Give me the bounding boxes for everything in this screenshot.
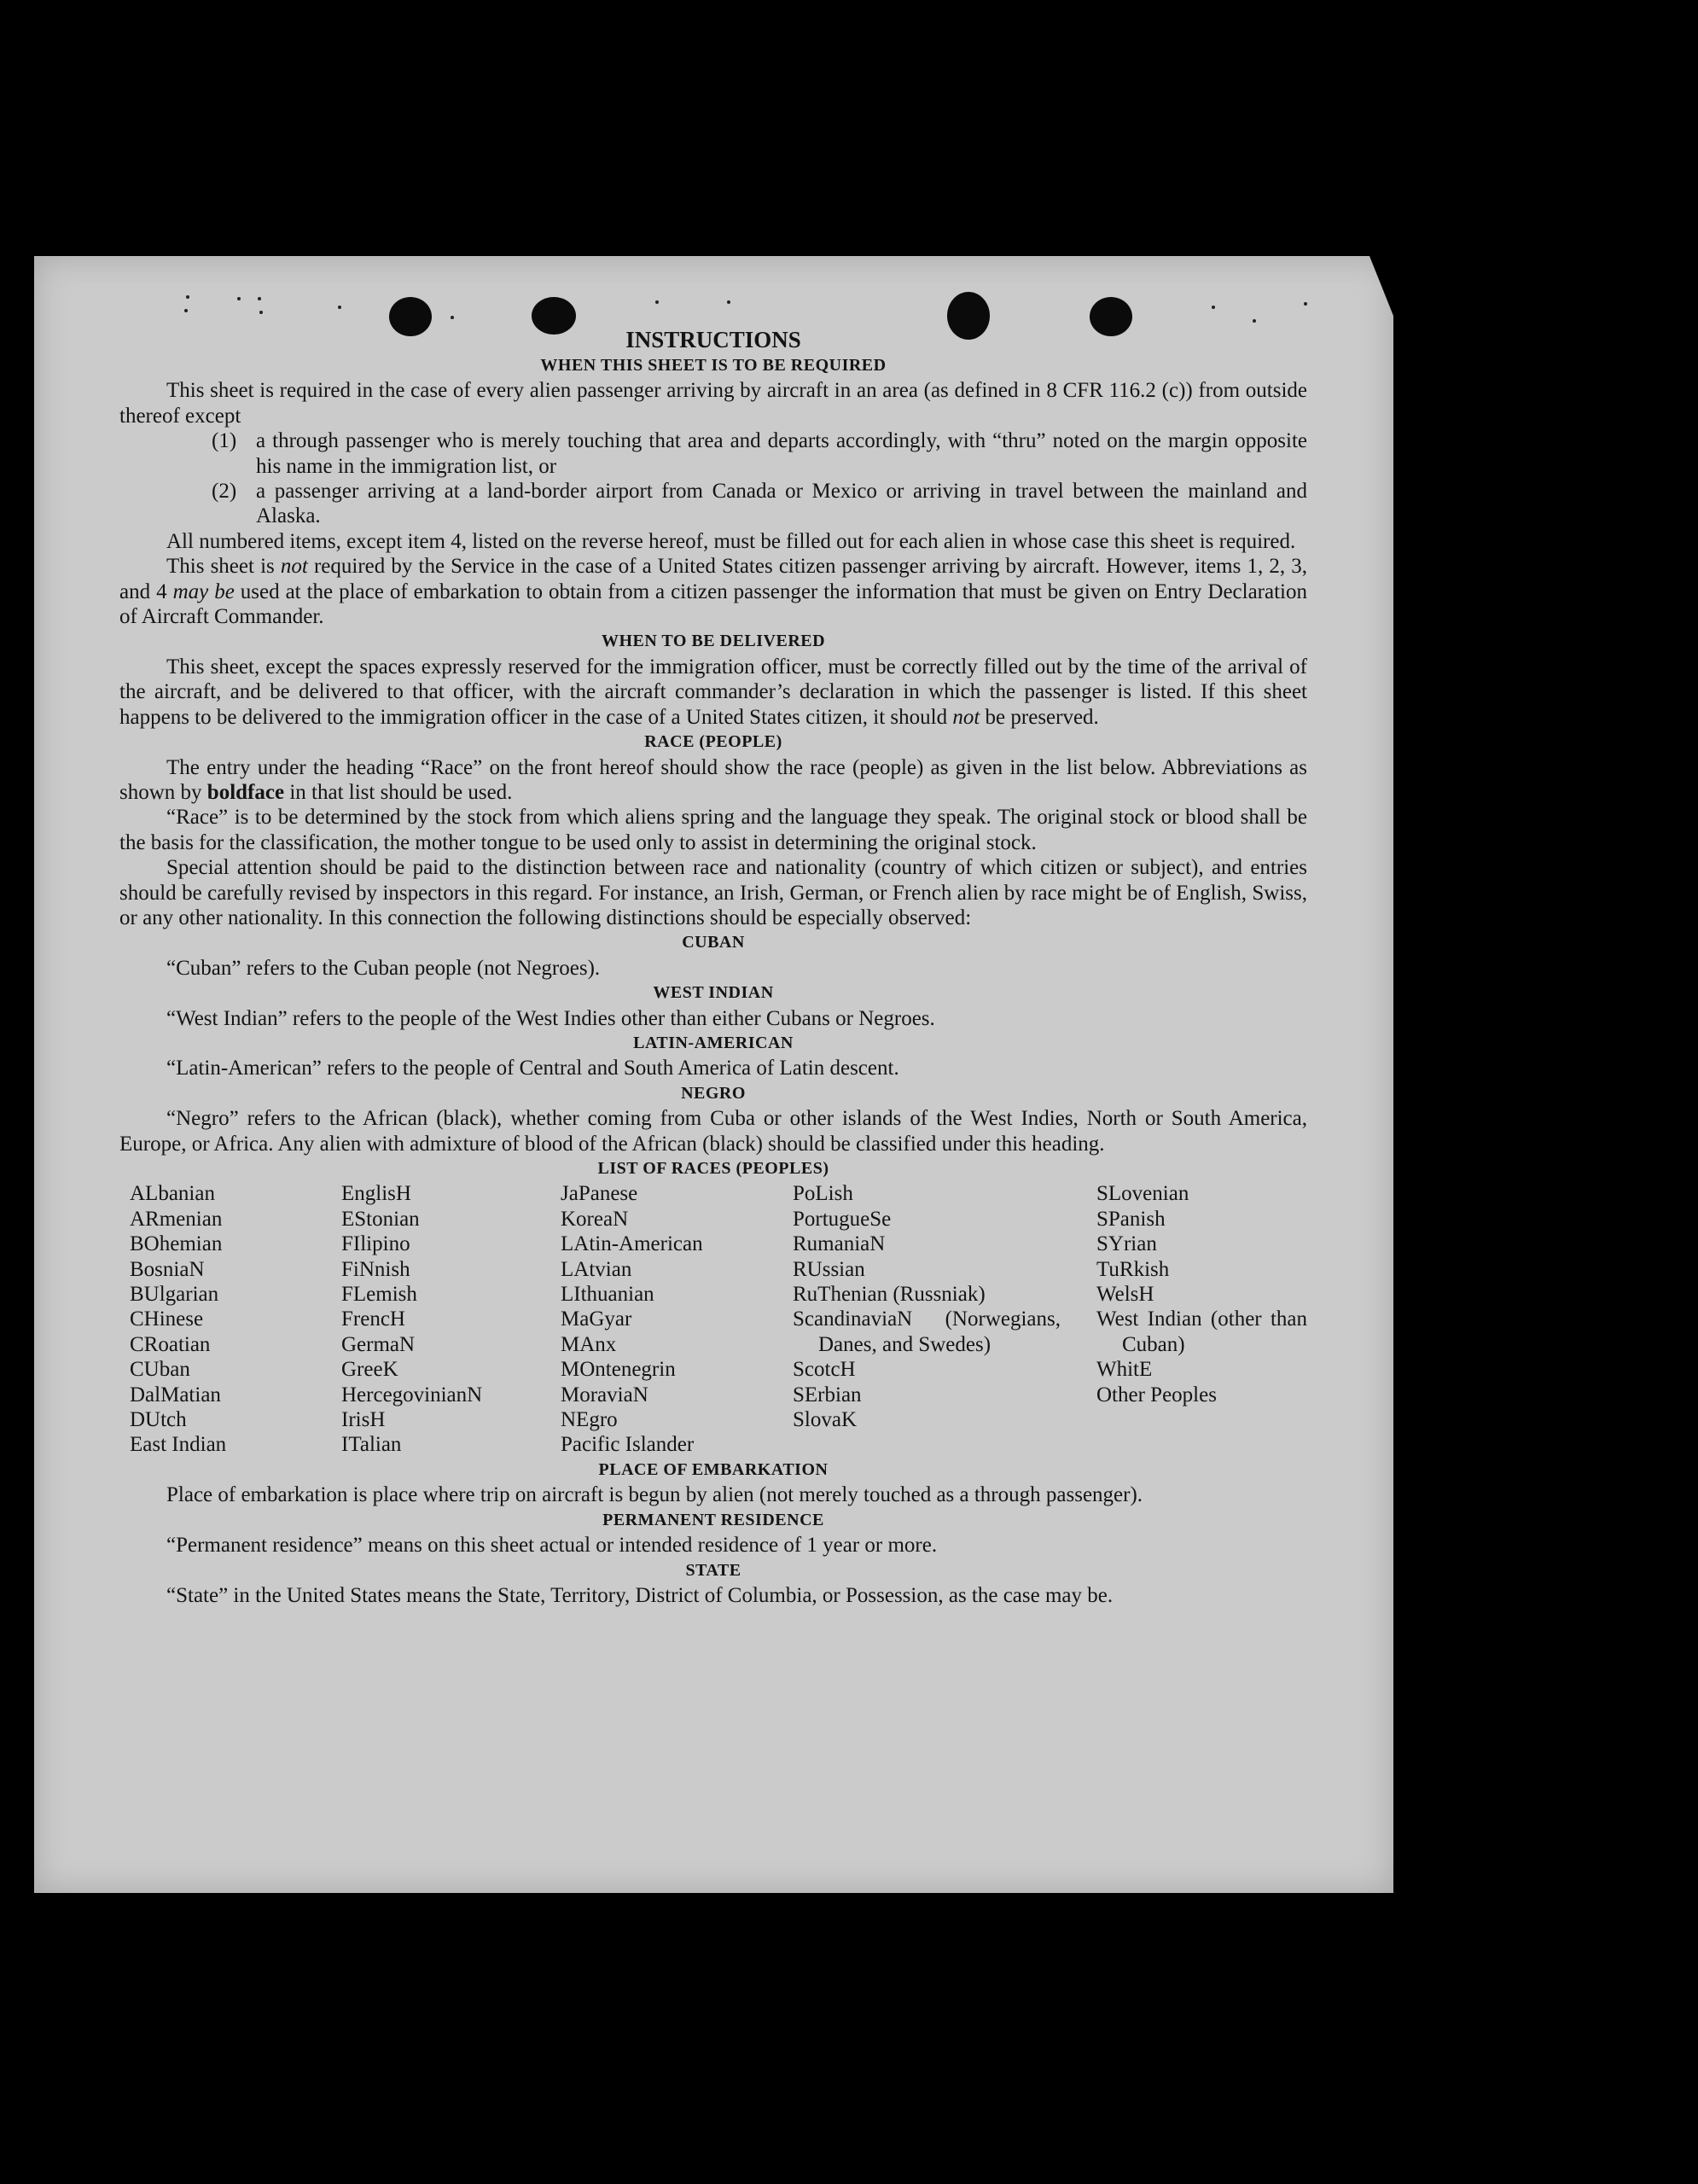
section-heading: NEGRO [681, 1083, 746, 1103]
race-entry: PortugueSe [793, 1207, 892, 1231]
section-heading: WEST INDIAN [653, 983, 774, 1003]
section-heading: WHEN TO BE DELIVERED [601, 632, 826, 651]
race-entry: PoLish [793, 1182, 853, 1206]
race-entry: BOhemian [130, 1232, 223, 1256]
race-entry: IrisH [341, 1408, 386, 1432]
race-entry: FLemish [341, 1283, 417, 1307]
document-sheet [34, 256, 1393, 1893]
paragraph: “Race” is to be determined by the stock from which aliens spring and the language they speak. The original stock or blood shall be the basis for the classification, the mother tongue to be used only to assist in determining the original stock. [119, 806, 1307, 854]
races-column [331, 1181, 550, 1457]
section-heading: PLACE OF EMBARKATION [598, 1459, 829, 1479]
item-number: (1) [212, 429, 237, 453]
race-entry: MAnx [561, 1332, 617, 1356]
numbered-item [119, 479, 1307, 529]
race-entry: FrencH [341, 1307, 405, 1331]
races-column [550, 1181, 782, 1457]
race-entry: MOntenegrin [561, 1358, 676, 1382]
race-entry: NEgro [561, 1408, 618, 1432]
race-entry: DUtch [130, 1408, 187, 1432]
section-heading: CUBAN [682, 933, 745, 952]
paragraph: “Permanent residence” means on this sheet actual or intended residence of 1 year or more. [166, 1534, 938, 1558]
paragraph: “Latin-American” refers to the people of Central and South America of Latin descent. [166, 1057, 899, 1080]
race-entry: KoreaN [561, 1207, 629, 1231]
paragraph: “Negro” refers to the African (black), whether coming from Cuba or other islands of the West Indies, North or South America, Europe, or Africa. Any alien with admixture of blood of the African (black) should be classified under this heading. [119, 1107, 1307, 1156]
paragraph: This sheet is required in the case of every alien passenger arriving by aircraft in an area (as defined in 8 CFR 116.2 (c)) from outside thereof except [119, 379, 1307, 428]
race-entry: FiNnish [341, 1257, 410, 1281]
race-entry: BUlgarian [130, 1283, 219, 1307]
clipped-corner [1369, 256, 1393, 316]
race-entry: East Indian [130, 1433, 227, 1457]
race-entry: RUssian [793, 1257, 865, 1281]
race-entry: LAtin-American [561, 1232, 703, 1256]
race-entry: EnglisH [341, 1182, 411, 1206]
paragraph: This sheet is not required by the Service in the case of a United States citizen passenger arriving by aircraft. However, items 1, 2, 3, and 4 may be used at the place of embarkation to obtain from a citizen passenger the information that must be given on Entry Declaration of Aircraft Commander. [119, 555, 1307, 629]
race-entry: HercegovinianN [341, 1383, 483, 1406]
race-entry: MaGyar [561, 1307, 632, 1331]
race-entry: TuRkish [1096, 1257, 1170, 1281]
item-text: a passenger arriving at a land-border airport from Canada or Mexico or arriving in travel between the mainland and Alaska. [256, 480, 1307, 528]
races-list [119, 1181, 1307, 1457]
race-entry: FIlipino [341, 1232, 410, 1256]
races-column [782, 1181, 1086, 1457]
numbered-item [119, 428, 1307, 479]
race-entry: GreeK [341, 1358, 398, 1382]
section-heading: RACE (PEOPLE) [644, 732, 782, 752]
paragraph: This sheet, except the spaces expressly reserved for the immigration officer, must be correctly filled out by the time of the arrival of the aircraft, and be delivered to that officer, with the aircraft commander’s declaration in which the passenger is listed. If this sheet happens to be delivered to the immigration officer in the case of a United States citizen, it should not be preserved. [119, 655, 1307, 729]
race-entry: SlovaK [793, 1408, 857, 1432]
section-heading: STATE [685, 1560, 741, 1580]
section-heading: LATIN-AMERICAN [633, 1033, 794, 1052]
paragraph: “West Indian” refers to the people of the West Indies other than either Cubans or Negroes. [166, 1006, 935, 1030]
races-column [119, 1181, 331, 1457]
paragraph: Place of embarkation is place where trip on aircraft is begun by alien (not merely touched as a through passenger). [166, 1483, 1143, 1507]
race-entry: West Indian (other than Cuban) [1096, 1307, 1307, 1356]
race-entry: SErbian [793, 1383, 862, 1406]
paragraph: “Cuban” refers to the Cuban people (not Negroes). [166, 956, 601, 980]
race-entry: SLovenian [1096, 1182, 1189, 1206]
race-entry: LAtvian [561, 1257, 632, 1281]
race-entry: ScandinaviaN (Norwegians, Danes, and Swedes) [793, 1307, 1061, 1356]
race-entry: Pacific Islander [561, 1433, 695, 1457]
section-heading: WHEN THIS SHEET IS TO BE REQUIRED [540, 356, 887, 375]
page-title: INSTRUCTIONS [625, 327, 801, 352]
race-entry: CHinese [130, 1307, 204, 1331]
race-entry: ITalian [341, 1433, 402, 1457]
race-entry: BosniaN [130, 1257, 205, 1281]
race-entry: LIthuanian [561, 1283, 654, 1307]
race-entry: CUban [130, 1358, 190, 1382]
race-entry: ALbanian [130, 1182, 215, 1206]
race-entry: MoraviaN [561, 1383, 648, 1406]
race-entry: RuThenian (Russniak) [793, 1283, 986, 1307]
item-text: a through passenger who is merely touching that area and departs accordingly, with “thru” noted on the margin opposite his name in the immigration list, or [256, 429, 1307, 478]
races-column [1086, 1181, 1307, 1457]
race-entry: ScotcH [793, 1358, 856, 1382]
paragraph: The entry under the heading “Race” on the front hereof should show the race (people) as given in the list below. Abbreviations as shown by boldface in that list should be used. [119, 755, 1307, 804]
section-heading: PERMANENT RESIDENCE [602, 1510, 824, 1529]
race-entry: SPanish [1096, 1207, 1166, 1231]
race-entry: WelsH [1096, 1283, 1154, 1307]
paragraph: “State” in the United States means the State, Territory, District of Columbia, or Possession, as the case may be. [166, 1583, 1114, 1607]
race-entry: WhitE [1096, 1358, 1153, 1382]
instructions-content [119, 327, 1307, 1608]
race-entry: CRoatian [130, 1332, 211, 1356]
race-entry: JaPanese [561, 1182, 638, 1206]
race-entry: SYrian [1096, 1232, 1157, 1256]
paragraph: Special attention should be paid to the distinction between race and nationality (country of which citizen or subject), and entries should be carefully revised by inspectors in this regard. For instance, an Irish, German, or French alien by race might be of English, Swiss, or any other nationality. In this connection the following distinctions should be especially observed: [119, 856, 1307, 929]
race-entry: DalMatian [130, 1383, 221, 1406]
section-heading: LIST OF RACES (PEOPLES) [597, 1159, 829, 1178]
paragraph: All numbered items, except item 4, listed on the reverse hereof, must be filled out for each alien in whose case this sheet is required. [166, 529, 1296, 553]
race-entry: Other Peoples [1096, 1383, 1217, 1406]
item-number: (2) [212, 480, 237, 504]
race-entry: RumaniaN [793, 1232, 886, 1256]
race-entry: ARmenian [130, 1207, 223, 1231]
race-entry: GermaN [341, 1332, 416, 1356]
race-entry: EStonian [341, 1207, 420, 1231]
